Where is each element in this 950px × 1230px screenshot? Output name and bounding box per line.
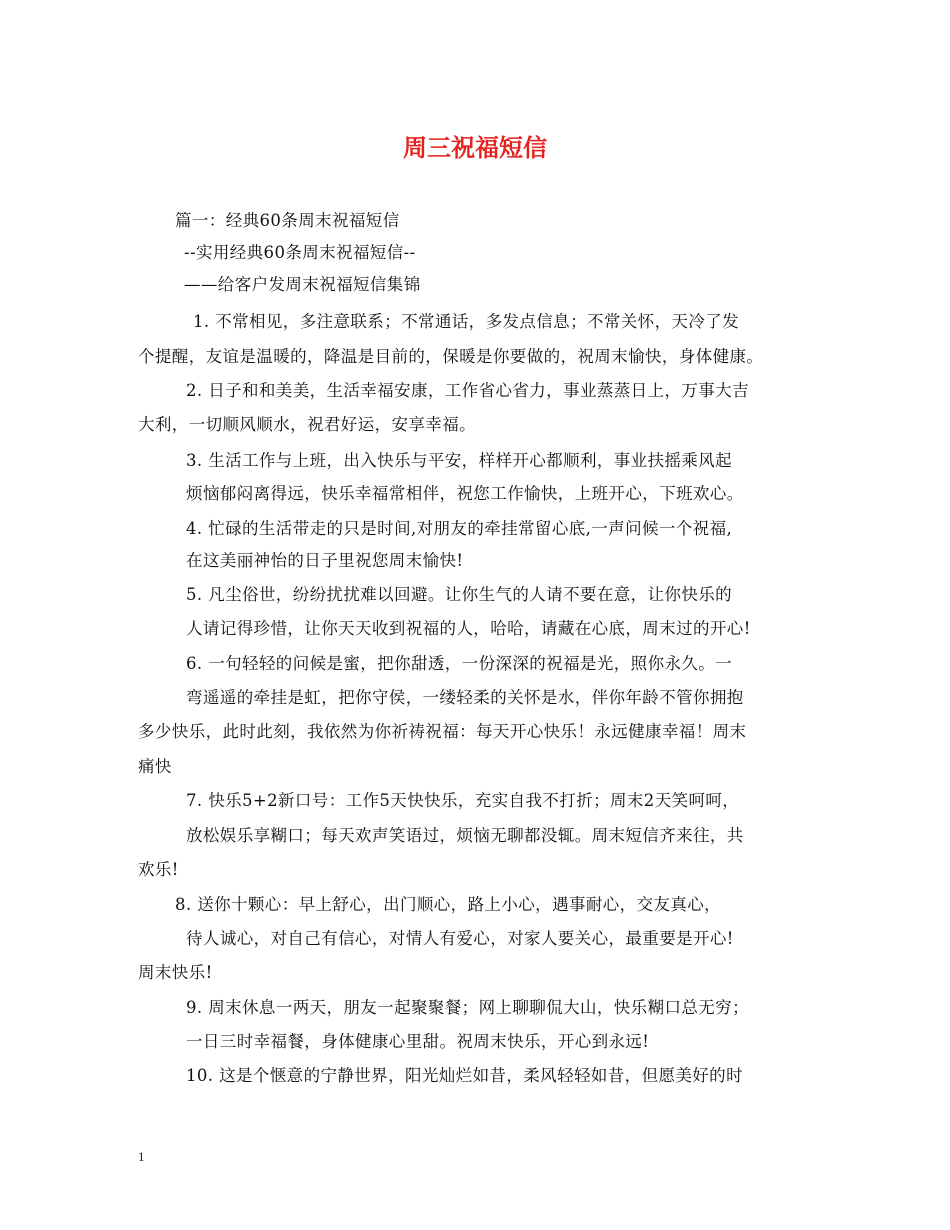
text-line: 10. 这是个惬意的宁静世界，阳光灿烂如昔，柔风轻轻如昔，但愿美好的时 [186, 1066, 743, 1085]
text-line: 痛快 [138, 757, 172, 776]
text-line: 2. 日子和和美美，生活幸福安康，工作省心省力，事业蒸蒸日上，万事大吉 [186, 381, 749, 400]
text-line: 1. 不常相见，多注意联系；不常通话，多发点信息；不常关怀，天冷了发 [193, 312, 740, 331]
page-number: 1 [138, 1149, 145, 1164]
text-line: 人请记得珍惜，让你天天收到祝福的人，哈哈，请藏在心底，周末过的开心! [186, 619, 751, 638]
text-line: ——给客户发周末祝福短信集锦 [184, 275, 421, 294]
text-line: 多少快乐，此时此刻，我依然为你祈祷祝福：每天开心快乐！永远健康幸福！周末 [138, 722, 747, 741]
text-line: 个提醒，友谊是温暖的，降温是目前的，保暖是你要做的，祝周末愉快，身体健康。 [138, 347, 764, 366]
text-line: --实用经典60条周末祝福短信-- [184, 243, 416, 262]
text-line: 在这美丽神怡的日子里祝您周末愉快! [186, 551, 464, 570]
text-line: 一日三时幸福餐，身体健康心里甜。祝周末快乐，开心到永远! [186, 1032, 650, 1051]
text-line: 4. 忙碌的生活带走的只是时间,对朋友的牵挂常留心底,一声问候一个祝福, [186, 519, 733, 538]
text-line: 篇一：经典60条周末祝福短信 [175, 211, 400, 230]
text-line: 烦恼郁闷离得远，快乐幸福常相伴，祝您工作愉快，上班开心，下班欢心。 [186, 484, 744, 503]
text-line: 大利，一切顺风顺水，祝君好运，安享幸福。 [138, 415, 476, 434]
text-line: 8. 送你十颗心：早上舒心，出门顺心，路上小心，遇事耐心，交友真心， [175, 895, 722, 914]
text-line: 7. 快乐5+2新口号：工作5天快快乐，充实自我不打折；周末2天笑呵呵， [186, 791, 740, 810]
text-line: 周末快乐! [138, 963, 213, 982]
text-line: 5. 凡尘俗世，纷纷扰扰难以回避。让你生气的人请不要在意，让你快乐的 [186, 585, 733, 604]
text-line: 弯遥遥的牵挂是虹，把你守侯，一缕轻柔的关怀是水，伴你年龄不管你拥抱 [186, 688, 744, 707]
text-line: 放松娱乐享糊口；每天欢声笑语过，烦恼无聊都没辄。周末短信齐来往，共 [186, 826, 744, 845]
text-line: 欢乐! [138, 860, 179, 879]
text-line: 6. 一句轻轻的问候是蜜，把你甜透，一份深深的祝福是光，照你永久。一 [186, 654, 733, 673]
text-line: 待人诚心，对自己有信心，对情人有爱心，对家人要关心，最重要是开心! [186, 929, 734, 948]
text-line: 3. 生活工作与上班，出入快乐与平安，样样开心都顺利，事业扶摇乘风起 [186, 451, 733, 470]
document-title: 周三祝福短信 [403, 134, 547, 162]
text-line: 9. 周末休息一两天，朋友一起聚聚餐；网上聊聊侃大山，快乐糊口总无穷； [186, 998, 749, 1017]
